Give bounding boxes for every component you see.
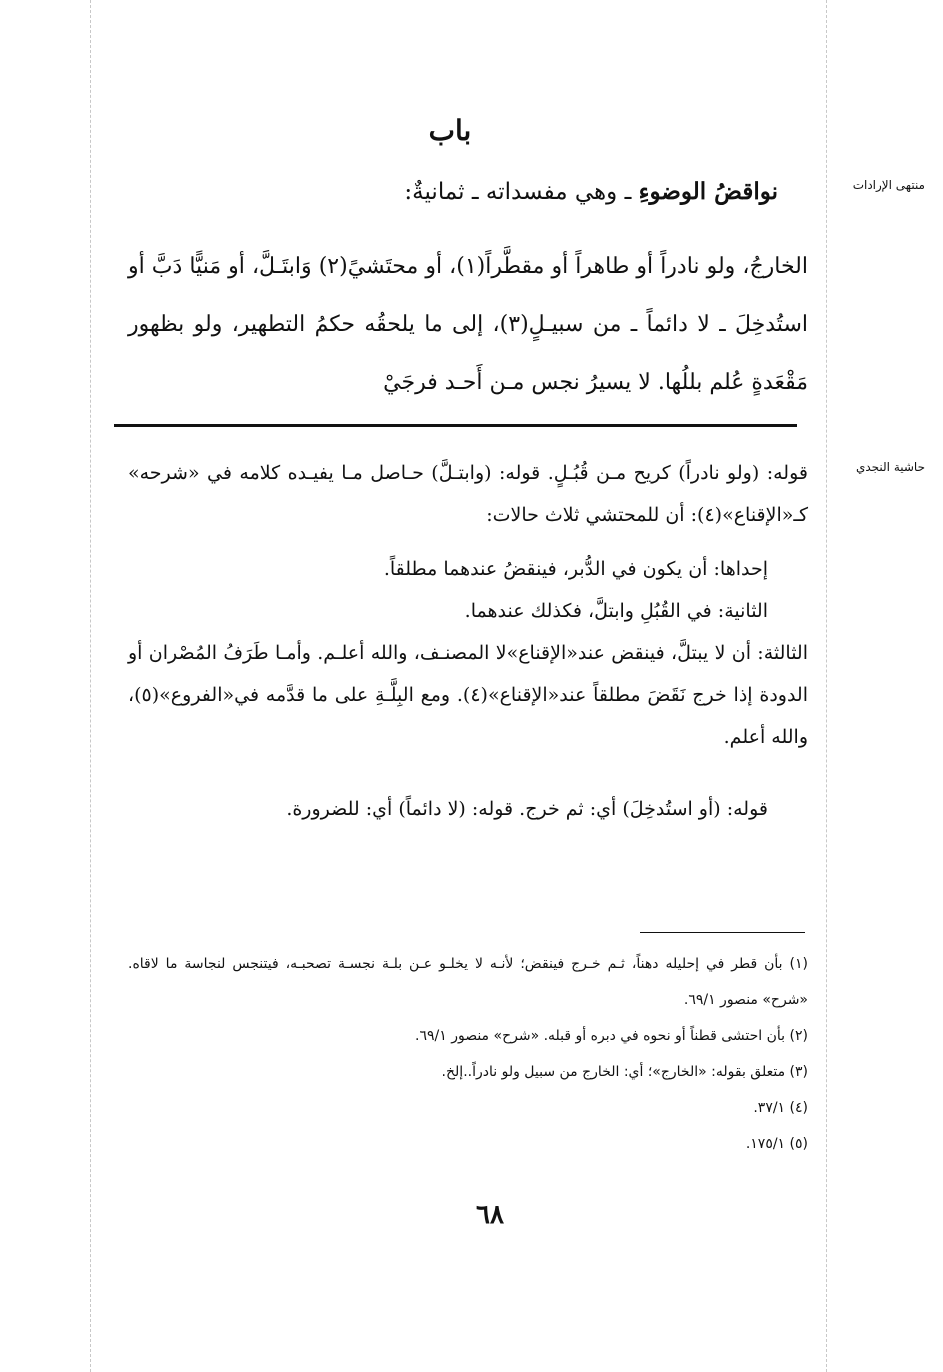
commentary-paragraph: إحداها: أن يكون في الدُّبر، فينقضُ عندهما مطلقاً. xyxy=(383,558,768,580)
footnote: (٤) ٣٧/١. xyxy=(753,1100,808,1116)
heading-rest: ـ وهي مفسداته ـ ثمانيةٌ: xyxy=(404,179,639,205)
side-label-main: منتهى الإرادات xyxy=(852,178,925,192)
margin-guide xyxy=(826,0,827,1372)
footnotes xyxy=(128,946,808,1162)
footnote: (١) بأن قطر في إحليله دهناً، ثـم خـرج فينقض؛ لأنـه لا يخلـو عـن بلـة نجسـة تصحبـه، فيتنجس لنجاسة ما لاقاه. «شرح» منصور ٦٩/١. xyxy=(128,956,808,1008)
commentary-paragraph: الثانية: في القُبُلِ وابتلَّ، فكذلك عندهما. xyxy=(464,600,768,622)
margin-guide xyxy=(90,0,91,1372)
section-heading xyxy=(138,178,778,205)
side-label-commentary: حاشية النجدي xyxy=(855,460,925,474)
footnote-divider xyxy=(640,932,805,933)
heading-bold: نواقضُ الوضوءِ xyxy=(638,178,778,205)
footnote: (٥) ١٧٥/١. xyxy=(745,1136,808,1152)
footnote: (٣) متعلق بقوله: «الخارج»؛ أي: الخارج من سبيل ولو نادراً..إلخ. xyxy=(441,1064,808,1080)
chapter-title: باب xyxy=(428,114,472,147)
section-divider xyxy=(114,424,797,427)
page-number: ٦٨ xyxy=(476,1200,504,1230)
commentary-paragraph: الثالثة: أن لا يبتلَّ، فينقض عند«الإقناع»لا المصنـف، والله أعلـم. وأمـا طَرَفُ المُصْران أو الدودة إذا خرج نَقَضَ مطلقاً عند«الإقناع»(٤). ومع البِلَّـةِ على ما قدَّمه في«الفروع»(٥)، والله أعلم. xyxy=(128,642,808,748)
commentary-paragraph: قوله: (ولو نادراً) كريح مـن قُبُـلٍ. قوله: (وابتـلَّ) حـاصل مـا يفيـده كلامه في «شرحه» كـ«الإقناع»(٤): أن للمحتشي ثلاث حالات: xyxy=(128,462,808,526)
main-text: الخارجُ، ولو نادراً أو طاهراً أو مقطَّراً(١)، أو محتَشيً(٢) وَابتَـلَّ، أو مَنيًّا دَبَّ أو استُدخِلَ ـ لا دائماً ـ من سبيـلٍ(٣)، إلى ما يلحقُه حكمُ التطهير، ولو بظهور مَقْعَدةٍ عُلم بللُها. لا يسيرُ نجس مـن أَحـد فرجَيْ xyxy=(128,254,808,395)
commentary-block xyxy=(128,452,808,830)
footnote: (٢) بأن احتشى قطناً أو نحوه في دبره أو قبله. «شرح» منصور ٦٩/١. xyxy=(415,1028,808,1044)
commentary-paragraph: قوله: (أو استُدخِلَ) أي: ثم خرج. قوله: (لا دائماً) أي: للضرورة. xyxy=(286,798,768,820)
